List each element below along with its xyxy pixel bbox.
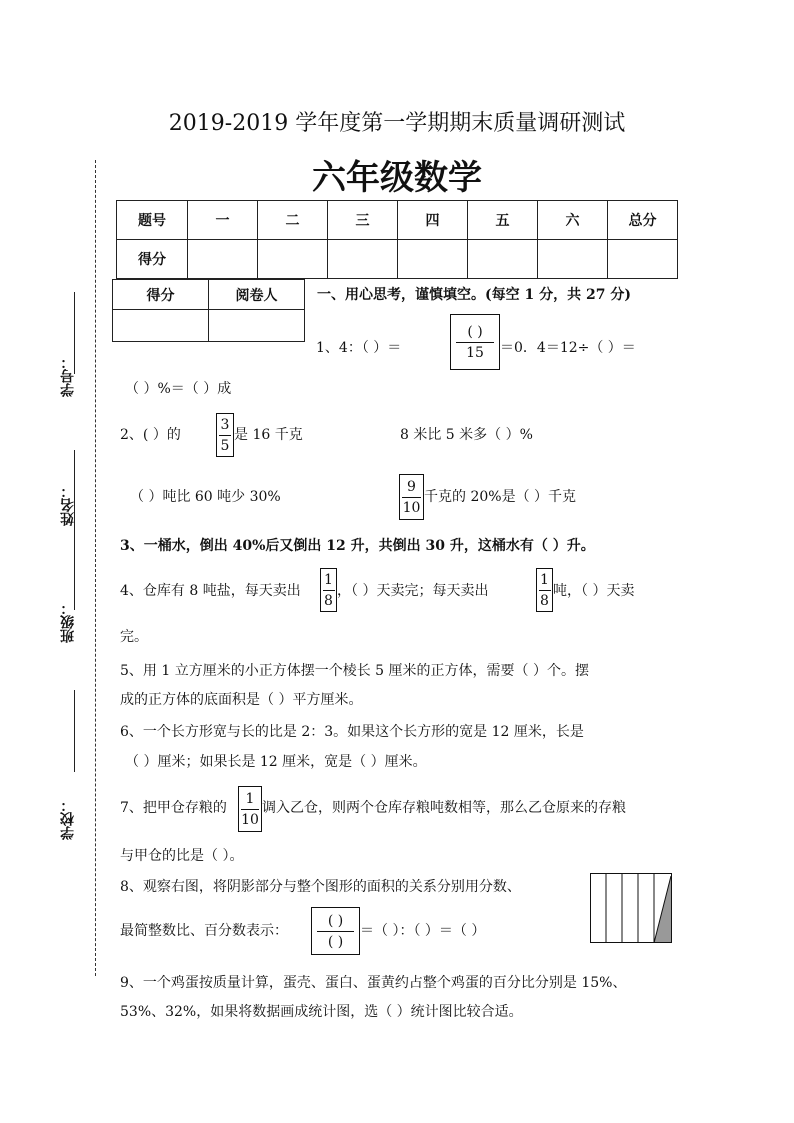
- q4-text-b: ，（ ）天卖完；每天卖出: [337, 583, 489, 599]
- score-cell: 得分: [117, 240, 188, 279]
- q2-text-e: 千克的 20%是（ ）千克: [424, 489, 577, 505]
- score-input-cell[interactable]: [328, 240, 398, 279]
- grader-score-cell[interactable]: [113, 310, 209, 342]
- q5-line2: 成的正方体的底面积是（ ）平方厘米。: [120, 692, 363, 708]
- grader-name-label: 阅卷人: [209, 280, 305, 310]
- score-table-score-row: [117, 240, 678, 279]
- score-cell: 题号: [117, 201, 188, 240]
- q4-fraction-2: [536, 568, 553, 612]
- q2-text-d: （ ）吨比 60 吨少 30%: [130, 489, 281, 505]
- name-label: 姓名：: [60, 484, 76, 526]
- fraction-denominator: 5: [220, 437, 230, 454]
- score-cell: 总分: [608, 201, 678, 240]
- fraction-numerator: 9: [407, 478, 416, 495]
- q7-text-a: 7、把甲仓存粮的: [120, 800, 227, 816]
- q2-text-b: 是 16 千克: [234, 427, 303, 443]
- fraction-denominator: 8: [540, 592, 549, 609]
- q2-fraction-1: [216, 413, 234, 457]
- fraction-numerator: 1: [324, 571, 333, 588]
- q8-text-a: 最简整数比、百分数表示：: [120, 923, 288, 939]
- fraction-denominator: 15: [466, 344, 484, 361]
- class-label: 班级：: [60, 601, 76, 643]
- q8-line1: 8、观察右图，将阴影部分与整个图形的面积的关系分别用分数、: [120, 879, 521, 895]
- q8-figure: [590, 873, 672, 943]
- fraction-denominator: 10: [241, 811, 259, 828]
- q8-fraction: [311, 907, 360, 955]
- q7-fraction: [238, 786, 262, 832]
- binding-dashed-line: [95, 160, 96, 976]
- q8-text-b: ＝（ ）：（ ）＝（ ）: [360, 923, 486, 939]
- score-input-cell[interactable]: [468, 240, 538, 279]
- score-input-cell[interactable]: [608, 240, 678, 279]
- section-title: 一、用心思考，谨慎填空。(每空 1 分，共 27 分): [317, 287, 631, 303]
- score-cell: 三: [328, 201, 398, 240]
- score-table-header-row: [117, 201, 678, 240]
- q7-line2: 与甲仓的比是（ ）。: [120, 848, 244, 864]
- q1-text-a: 1、4：（ ）＝: [316, 340, 402, 356]
- q4-fraction-1: [320, 568, 337, 612]
- score-input-cell[interactable]: [538, 240, 608, 279]
- q4-text-a: 4、仓库有 8 吨盐，每天卖出: [120, 583, 301, 599]
- score-cell: 四: [398, 201, 468, 240]
- page-title: 六年级数学: [312, 158, 482, 198]
- fraction-denominator: 8: [324, 592, 333, 609]
- q4-text-c: 吨，（ ）天卖: [553, 583, 635, 599]
- q1-line2: （ ）%＝（ ）成: [125, 381, 232, 397]
- fraction-numerator: 1: [245, 790, 255, 807]
- grader-table: [112, 279, 305, 342]
- fraction-numerator: 3: [220, 416, 230, 433]
- q6-line1: 6、一个长方形宽与长的比是 2：3。如果这个长方形的宽是 12 厘米，长是: [120, 724, 584, 740]
- fraction-numerator: ( ): [467, 323, 483, 340]
- q7-text-b: 调入乙仓，则两个仓库存粮吨数相等，那么乙仓原来的存粮: [262, 800, 626, 816]
- student-id-label: 学号：: [60, 355, 76, 397]
- q2-text-a: 2、( ）的: [120, 427, 181, 443]
- q9-line1: 9、一个鸡蛋按质量计算，蛋壳、蛋白、蛋黄约占整个鸡蛋的百分比分别是 15%、: [120, 975, 627, 991]
- fraction-bar: [456, 342, 494, 343]
- fraction-bar: [323, 590, 335, 591]
- q5-line1: 5、用 1 立方厘米的小正方体摆一个棱长 5 厘米的正方体，需要（ ）个。摆: [120, 663, 589, 679]
- fraction-bar: [539, 590, 551, 591]
- score-cell: 一: [188, 201, 258, 240]
- fraction-numerator: ( ): [327, 912, 344, 929]
- score-input-cell[interactable]: [398, 240, 468, 279]
- q6-line2: （ ）厘米；如果长是 12 厘米，宽是（ ）厘米。: [125, 754, 427, 770]
- q9-line2: 53%、32%，如果将数据画成统计图，选（ ）统计图比较合适。: [120, 1004, 523, 1020]
- q3-text: 3、一桶水，倒出 40%后又倒出 12 升，共倒出 30 升，这桶水有（ ）升。: [120, 538, 595, 554]
- score-cell: 二: [258, 201, 328, 240]
- fraction-bar: [219, 435, 232, 436]
- class-line[interactable]: [74, 528, 75, 610]
- fraction-denominator: ( ): [327, 933, 344, 950]
- fraction-denominator: 10: [402, 499, 421, 516]
- score-input-cell[interactable]: [188, 240, 258, 279]
- q1-fraction: [450, 314, 500, 370]
- q4-text-d: 完。: [120, 629, 148, 645]
- exam-title: 2019-2019 学年度第一学期期末质量调研测试: [168, 111, 626, 136]
- fraction-bar: [317, 931, 355, 932]
- fraction-numerator: 1: [540, 571, 549, 588]
- school-line[interactable]: [74, 690, 75, 772]
- q1-text-b: ＝0．4＝12÷（ ）＝: [500, 340, 636, 356]
- q2-fraction-2: [399, 474, 424, 520]
- score-cell: 六: [538, 201, 608, 240]
- score-table: [116, 200, 678, 279]
- grader-score-label: 得分: [113, 280, 209, 310]
- grader-name-cell[interactable]: [209, 310, 305, 342]
- fraction-bar: [241, 809, 259, 810]
- score-cell: 五: [468, 201, 538, 240]
- school-label: 学校：: [60, 798, 76, 840]
- score-input-cell[interactable]: [258, 240, 328, 279]
- q2-text-c: 8 米比 5 米多（ ）%: [400, 427, 533, 443]
- fraction-bar: [402, 497, 420, 498]
